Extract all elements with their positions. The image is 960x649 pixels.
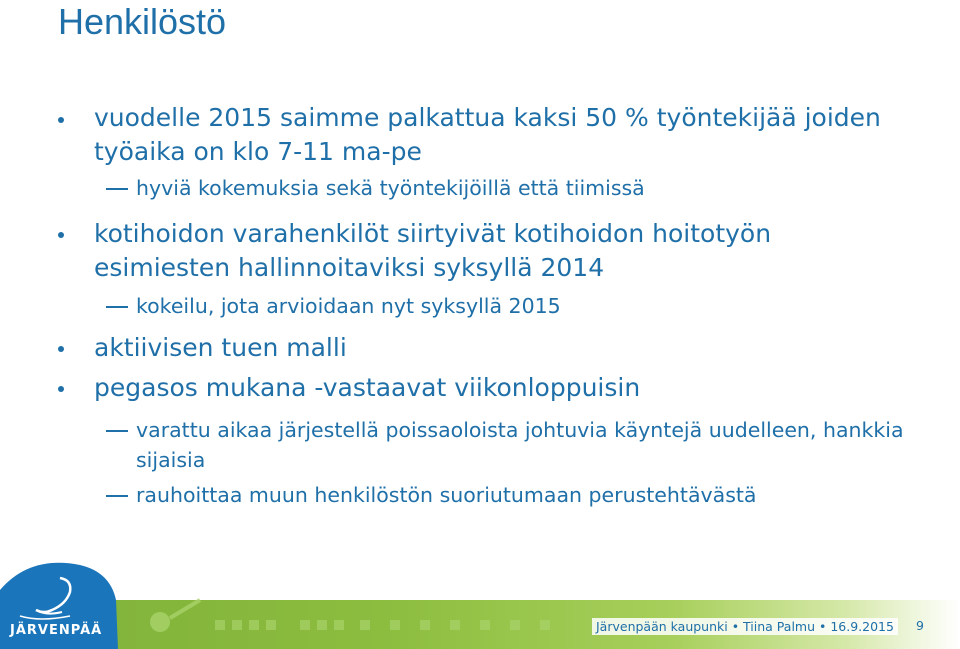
dash-icon xyxy=(106,188,128,190)
sub-bullet-text: hyviä kokemuksia sekä työntekijöillä että tiimissä xyxy=(136,176,645,200)
slide-title: Henkilöstö xyxy=(58,1,227,42)
sub-bullet-text: varattu aikaa järjestellä poissaoloista johtuvia käyntejä uudelleen, hankkia sijaisia xyxy=(136,418,904,472)
bullet-icon xyxy=(58,386,64,392)
bullet-icon xyxy=(58,232,64,238)
footer-decoration xyxy=(0,560,960,649)
bullet-text: vuodelle 2015 saimme palkattua kaksi 50 % työntekijää joiden työaika on klo 7-11 ma-pe xyxy=(94,103,881,166)
dash-icon xyxy=(106,495,128,497)
bullet-text: aktiivisen tuen malli xyxy=(94,333,347,362)
dash-icon xyxy=(106,430,128,432)
bullet-icon xyxy=(58,346,64,352)
footer-info: Järvenpään kaupunki • Tiina Palmu • 16.9.2015 xyxy=(592,618,898,635)
page-number: 9 xyxy=(916,618,924,633)
sub-bullet-text: rauhoittaa muun henkilöstön suoriutumaan perustehtävästä xyxy=(136,483,757,507)
sub-bullet-text: kokeilu, jota arvioidaan nyt syksyllä 2015 xyxy=(136,294,561,318)
dash-icon xyxy=(106,306,128,308)
footer xyxy=(0,560,960,649)
bullet-icon xyxy=(58,117,64,123)
bullet-text: pegasos mukana -vastaavat viikonloppuisin xyxy=(94,373,641,402)
bullet-text: kotihoidon varahenkilöt siirtyivät kotihoidon hoitotyön esimiesten hallinnoitaviksi syksyllä 2014 xyxy=(94,219,772,282)
logo-text: JÄRVENPÄÄ xyxy=(10,623,103,638)
